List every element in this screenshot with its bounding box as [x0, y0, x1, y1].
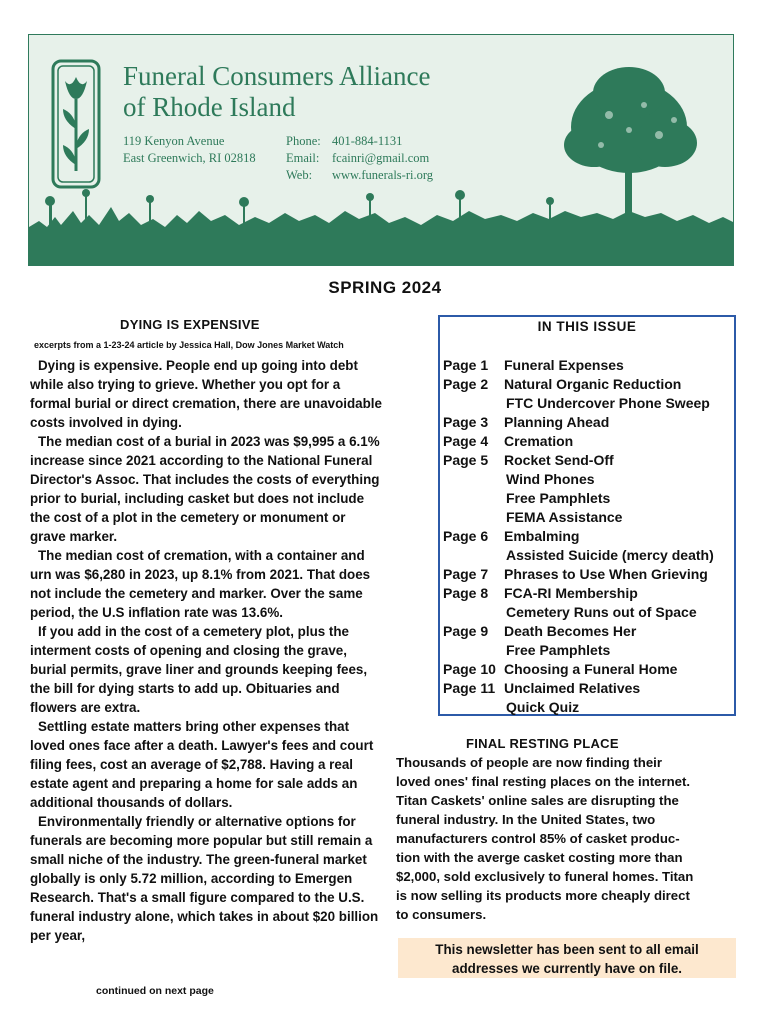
continued-note: continued on next page	[96, 985, 214, 997]
toc-page-number	[443, 546, 504, 565]
toc-row	[443, 622, 714, 641]
toc-row	[443, 679, 714, 698]
article2-line: Titan Caskets' online sales are disrupting the	[396, 793, 679, 808]
toc-page-number	[443, 508, 504, 527]
toc-topic: Choosing a Funeral Home	[504, 661, 678, 677]
toc-topic: FTC Undercover Phone Sweep	[506, 395, 710, 411]
email-address[interactable]: fcainri@gmail.com	[332, 151, 430, 165]
article1-body	[30, 356, 382, 945]
toc-row	[443, 375, 714, 394]
contact-info	[286, 133, 433, 184]
article1-paragraph: Environmentally friendly or alternative options for funerals are becoming more popular but still remain a small niche of the industry. The green-funeral market globally is only 5.72 million, according to Emergen Research. That's a small figure compared to the U.S. funeral industry alone, which takes in about $20 billion per year,	[30, 814, 379, 943]
toc-row	[443, 451, 714, 470]
article1-paragraph: The median cost of a burial in 2023 was $9,995 a 6.1% increase since 2021 according to the National Funeral Director's Assoc. That includes the costs of everything prior to burial, including casket but does not include the cost of a plot in the cemetery or monument or grave marker.	[30, 434, 380, 544]
toc-page-number: Page 1	[443, 357, 489, 373]
toc-page-number: Page 7	[443, 566, 489, 582]
email-label: Email:	[286, 151, 320, 165]
toc-page-number	[443, 698, 504, 717]
toc-page-number	[443, 603, 504, 622]
website-link[interactable]: www.funerals-ri.org	[332, 168, 434, 182]
toc-page-number	[443, 470, 504, 489]
toc-topic: Quick Quiz	[506, 699, 580, 715]
toc-topic: Embalming	[504, 528, 580, 544]
address-line2: East Greenwich, RI 02818	[123, 151, 256, 165]
toc-page-number: Page 8	[443, 585, 489, 601]
article1-paragraph: Settling estate matters bring other expenses that loved ones face after a death. Lawyer's fees and court filing fees, cost an average of $2,788. Having a real estate agent and preparing a home for sale adds an additional thousands of dollars.	[30, 719, 374, 810]
article1-paragraph: The median cost of cremation, with a container and urn was $6,280 in 2023, up 8.1% from 2021. That does not include the cemetery and marker. Over the same period, the U.S inflation rate was 13.6%.	[30, 548, 371, 620]
toc-page-number	[443, 394, 504, 413]
toc-page-number: Page 4	[443, 433, 489, 449]
toc-row	[443, 660, 714, 679]
article1-source-note: excerpts from a 1-23-24 article by Jessica Hall, Dow Jones Market Watch	[34, 340, 344, 350]
article2-line: is now selling its products more cheaply direct	[396, 888, 690, 903]
toc-row	[443, 432, 714, 451]
toc-topic: Free Pamphlets	[506, 490, 611, 506]
toc-row	[443, 489, 714, 508]
header-banner	[28, 34, 734, 266]
toc-row	[443, 508, 714, 527]
toc-row	[443, 356, 714, 375]
toc-topic: Funeral Expenses	[504, 357, 624, 373]
address-line1: 119 Kenyon Avenue	[123, 134, 225, 148]
in-this-issue-box	[438, 315, 736, 716]
article2-line: loved ones' final resting places on the internet.	[396, 774, 691, 789]
toc-topic: Cremation	[504, 433, 574, 449]
article1-paragraph: If you add in the cost of a cemetery plot, plus the interment costs of opening and closing the grave, burial permits, grave liner and grounds keeping fees, the bill for dying starts to add up. Obituaries and flowers are extra.	[30, 624, 368, 715]
toc-row	[443, 584, 714, 603]
toc-row	[443, 413, 714, 432]
toc-topic: FEMA Assistance	[506, 509, 623, 525]
toc-topic: Death Becomes Her	[504, 623, 637, 639]
toc-page-number: Page 9	[443, 623, 489, 639]
table-of-contents	[443, 356, 714, 717]
toc-topic: Free Pamphlets	[506, 642, 611, 658]
in-this-issue-title: IN THIS ISSUE	[537, 319, 637, 334]
toc-page-number: Page 3	[443, 414, 489, 430]
article2-line: Thousands of people are now finding their	[396, 755, 662, 770]
toc-page-number	[443, 489, 504, 508]
toc-page-number: Page 5	[443, 452, 489, 468]
toc-row	[443, 470, 714, 489]
org-name-line1: Funeral Consumers Alliance	[123, 61, 431, 91]
organization-name	[123, 61, 523, 123]
article2-line: funeral industry. In the United States, two	[396, 812, 656, 827]
toc-row	[443, 603, 714, 622]
issue-season-title: SPRING 2024	[328, 278, 442, 297]
toc-row	[443, 527, 714, 546]
flower-logo-icon	[51, 59, 101, 189]
toc-row	[443, 698, 714, 717]
article2-line: to consumers.	[396, 907, 487, 922]
toc-topic: Rocket Send-Off	[504, 452, 614, 468]
toc-topic: Assisted Suicide (mercy death)	[506, 547, 714, 563]
article2-heading: FINAL RESTING PLACE	[466, 736, 619, 751]
article2-line: $2,000, sold exclusively to funeral homes. Titan	[396, 869, 694, 884]
mailing-address	[123, 133, 256, 167]
toc-topic: Unclaimed Relatives	[504, 680, 641, 696]
toc-row	[443, 565, 714, 584]
web-label: Web:	[286, 168, 313, 182]
phone-number: 401-884-1131	[332, 134, 403, 148]
article1-paragraph: Dying is expensive. People end up going into debt while also trying to grieve. Whether you opt for a formal burial or direct cremation, there are unavoidable costs involved in dying.	[30, 358, 382, 430]
toc-row	[443, 394, 714, 413]
article2-line: tion with the averge casket costing more than	[396, 850, 683, 865]
article2-body	[396, 753, 742, 924]
toc-topic: FCA-RI Membership	[504, 585, 638, 601]
notice-line2: addresses we currently have on file.	[452, 961, 682, 976]
org-name-line2: of Rhode Island	[123, 92, 296, 122]
article2-line: manufacturers control 85% of casket produc-	[396, 831, 680, 846]
toc-page-number: Page 2	[443, 376, 489, 392]
email-notice-banner	[398, 938, 736, 978]
toc-row	[443, 546, 714, 565]
toc-page-number: Page 11	[443, 680, 496, 696]
toc-topic: Wind Phones	[506, 471, 595, 487]
toc-row	[443, 641, 714, 660]
toc-topic: Planning Ahead	[504, 414, 610, 430]
article1-heading: DYING IS EXPENSIVE	[120, 317, 260, 332]
notice-line1: This newsletter has been sent to all email	[435, 942, 699, 957]
toc-page-number: Page 10	[443, 661, 496, 677]
phone-label: Phone:	[286, 134, 321, 148]
toc-topic: Natural Organic Reduction	[504, 376, 682, 392]
tree-icon	[564, 67, 697, 223]
toc-topic: Cemetery Runs out of Space	[506, 604, 697, 620]
toc-topic: Phrases to Use When Grieving	[504, 566, 708, 582]
toc-page-number	[443, 641, 504, 660]
toc-page-number: Page 6	[443, 528, 489, 544]
